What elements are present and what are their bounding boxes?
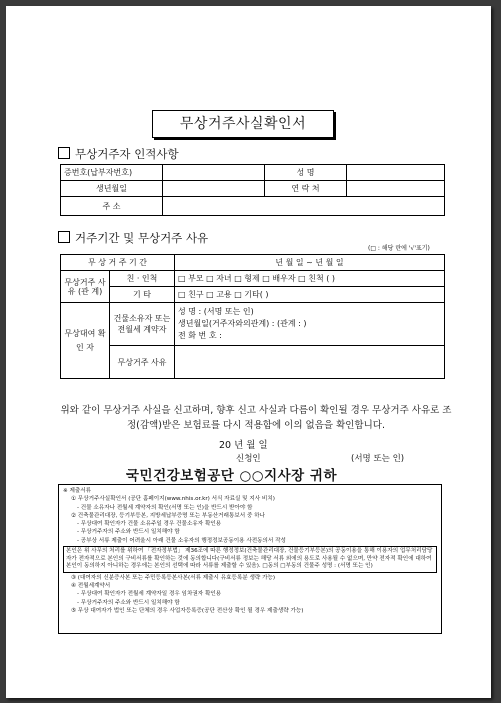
attachment-note: - 공부상 서류 제출이 어려울시 아래 건물 소유자의 행정정보공동이용 사전동의서 작성 bbox=[77, 537, 286, 544]
period-value[interactable]: 년 월 일 ~ 년 월 일 bbox=[175, 255, 445, 271]
document-title: 무상거주사실확인서 bbox=[152, 110, 334, 138]
address-label: 주 소 bbox=[61, 197, 163, 216]
phone-label: 연 락 처 bbox=[265, 181, 347, 197]
name-field[interactable] bbox=[347, 165, 445, 181]
lender-label: 무상대여 확 인 자 bbox=[61, 303, 110, 379]
attachment-note: - 무상거주자의 주소와 반드시 일치해야 함 bbox=[77, 599, 180, 606]
birth-label: 생년월일 bbox=[61, 181, 163, 197]
date-line[interactable]: 20 년 월 일 bbox=[219, 440, 268, 451]
name-label: 성 명 bbox=[265, 165, 347, 181]
attachment-note: - 무상대여 확인자가 건물 소유주일 경우 건물소유자 확인용 bbox=[77, 521, 222, 528]
reason-label: 무상거주 사 유 (관 계) bbox=[61, 271, 110, 303]
owner-label: 건물소유자 또는 전월세 계약자 bbox=[110, 303, 175, 346]
attachments-box bbox=[58, 484, 442, 634]
reason2-field[interactable] bbox=[175, 346, 445, 379]
attachments-header: ※ 제출서류 bbox=[63, 488, 92, 494]
recipient-org: 국민건강보험공단 ○○지사장 귀하 bbox=[126, 468, 337, 484]
attachment-item: ③ (대여자의 신분증사본 또는 주민등록등본사본(서류 제출시 유효등록분 생략 가능) bbox=[71, 574, 276, 581]
attachment-item: ① 무상거주사실확인서 (공단 홈페이지(www.nhis.or.kr) 서식 자료실 및 지사 비치) bbox=[71, 496, 275, 503]
applicant-label: 신청인 bbox=[236, 454, 261, 464]
attachment-note: - 건물 소유자나 전월세 계약자의 확인(서명 또는 인)을 반드시 받아야 함 bbox=[77, 504, 253, 511]
section-title: 거주기간 및 무상거주 사유 bbox=[75, 231, 209, 245]
checkbox-square-icon bbox=[58, 147, 70, 159]
attachment-item: ⑤ 무상 대여자가 법인 또는 단체의 경우 사업자등록증(공단 전산상 확인 될 경우 제출생략 가능) bbox=[71, 608, 304, 615]
period-table bbox=[60, 254, 445, 379]
owner-info[interactable] bbox=[175, 303, 445, 346]
relative-options[interactable]: □ 부모 □ 자녀 □ 형제 □ 배우자 □ 친척 ( ) bbox=[175, 271, 445, 287]
reason2-label: 무상거주 사유 bbox=[110, 346, 175, 379]
relative-label: 친 · 인척 bbox=[110, 271, 175, 287]
section-heading-period bbox=[58, 230, 208, 246]
other-label: 기 타 bbox=[110, 287, 175, 303]
other-options[interactable]: □ 친구 □ 고용 □ 기타( ) bbox=[175, 287, 445, 303]
address-field[interactable] bbox=[163, 197, 445, 216]
id-number-label: 증번호(납부자번호) bbox=[61, 165, 163, 181]
checkbox-square-icon bbox=[58, 231, 70, 243]
owner-phone: 전 화 번 호 : bbox=[178, 331, 222, 340]
applicant-sign[interactable]: (서명 또는 인) bbox=[351, 454, 405, 464]
statement-text: 위와 같이 무상거주 사실을 신고하며, 향후 신고 사실과 다름이 확인될 경우 무상거주 사유로 조정(감액)받은 보험료를 다시 적용함에 이의 없음을 확인합니다. bbox=[60, 405, 452, 431]
phone-field[interactable] bbox=[347, 181, 445, 197]
personal-info-table bbox=[60, 164, 445, 216]
section-heading-personal bbox=[58, 146, 179, 162]
check-note: (□ : 해당 란에 '√'표기) bbox=[368, 245, 430, 252]
section-title: 무상거주자 인적사항 bbox=[75, 147, 179, 161]
attachment-note: - 무상거주자의 주소와 반드시 일치해야 함 bbox=[77, 529, 180, 536]
document-page bbox=[6, 6, 491, 698]
birth-field[interactable] bbox=[163, 181, 265, 197]
consent-box[interactable]: 본인은 위 사무의 처리를 위하여 「전자정부법」 제36조에 따른 행정정보(건축물관리대장, 건물등기부등본)의 공동이용을 통해 이용자의 업무처리담당자가 전자적으로 본인의 구비서류를 확인하는 것에 동의합니다(구비서류 정보는 해당 서류 외에의 용도로 사용될 수 없으며, 만약 전자적 확인에 대하여 본인이 동의하지 아니하는 경우에는 본인의 선택에 따라 서류를 제출할 수 있음). □동의 □부동의 건물주 성명 : (서명 또는 인) bbox=[63, 546, 437, 573]
owner-birth: 생년월일(거주자와의관계) : (관계 : ) bbox=[178, 319, 307, 328]
attachment-item: ④ 전월세계약서 bbox=[71, 583, 111, 590]
attachment-note: - 무상대여 확인자가 전월세 계약자일 경우 임차권자 확인용 bbox=[77, 591, 222, 598]
period-label: 무 상 거 주 기 간 bbox=[61, 255, 175, 271]
attachment-item: ② 건축물관리대장, 등기부등본, 지방세납부증명 또는 부동산거래통보서 중 하나 bbox=[71, 512, 265, 519]
id-number-field[interactable] bbox=[163, 165, 265, 181]
owner-name: 성 명 : (서명 또는 인) bbox=[178, 307, 254, 316]
